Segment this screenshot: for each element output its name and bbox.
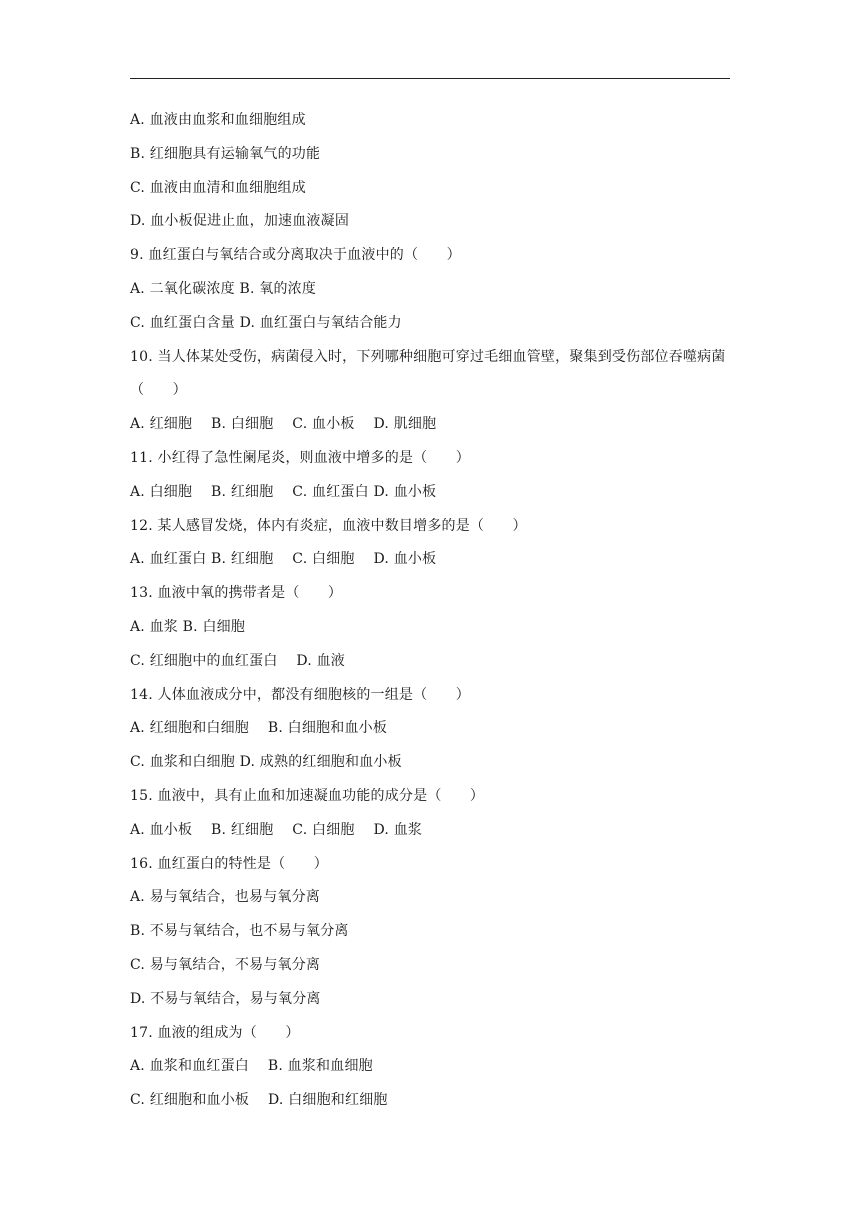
option-line: A. 血浆和血红蛋白 B. 血浆和血细胞 [130, 1058, 373, 1075]
option-line: C. 易与氧结合，不易与氧分离 [130, 956, 321, 973]
question-10: 10. 当人体某处受伤，病菌侵入时，下列哪种细胞可穿过毛细血管壁，聚集到受伤部位吞噬病菌（ ） [130, 348, 726, 399]
question-17: 17. 血液的组成为（ ） [130, 1024, 300, 1041]
option-line: D. 血小板促进止血，加速血液凝固 [130, 213, 350, 230]
option-line: A. 血浆 B. 白细胞 [130, 618, 246, 635]
question-16: 16. 血红蛋白的特性是（ ） [130, 855, 328, 872]
option-line: C. 血浆和白细胞 D. 成熟的红细胞和血小板 [130, 754, 402, 771]
option-line: A. 红细胞和白细胞 B. 白细胞和血小板 [130, 720, 388, 737]
option-line: D. 不易与氧结合，易与氧分离 [130, 990, 321, 1007]
option-line: A. 白细胞 B. 红细胞 C. 血红蛋白 D. 血小板 [130, 483, 437, 500]
question-content [130, 104, 730, 1118]
option-line: A. 二氧化碳浓度 B. 氧的浓度 [130, 280, 317, 297]
question-12: 12. 某人感冒发烧，体内有炎症，血液中数目增多的是（ ） [130, 517, 527, 534]
option-line: B. 不易与氧结合，也不易与氧分离 [130, 923, 349, 940]
question-9: 9. 血红蛋白与氧结合或分离取决于血液中的（ ） [130, 247, 461, 264]
question-14: 14. 人体血液成分中，都没有细胞核的一组是（ ） [130, 686, 470, 703]
option-line: C. 血液由血清和血细胞组成 [130, 179, 306, 196]
question-13: 13. 血液中氧的携带者是（ ） [130, 585, 343, 602]
header-rule [130, 78, 730, 79]
option-line: C. 血红蛋白含量 D. 血红蛋白与氧结合能力 [130, 314, 402, 331]
option-line: A. 红细胞 B. 白细胞 C. 血小板 D. 肌细胞 [130, 416, 437, 433]
option-line: B. 红细胞具有运输氧气的功能 [130, 145, 321, 162]
option-line: C. 红细胞中的血红蛋白 D. 血液 [130, 652, 345, 669]
option-line: A. 血液由血浆和血细胞组成 [130, 112, 306, 128]
question-11: 11. 小红得了急性阑尾炎，则血液中增多的是（ ） [130, 449, 470, 466]
option-line: C. 红细胞和血小板 D. 白细胞和红细胞 [130, 1092, 388, 1109]
option-line: A. 血小板 B. 红细胞 C. 白细胞 D. 血浆 [130, 821, 423, 838]
question-15: 15. 血液中，具有止血和加速凝血功能的成分是（ ） [130, 787, 485, 804]
option-line: A. 血红蛋白 B. 红细胞 C. 白细胞 D. 血小板 [130, 551, 437, 568]
option-line: A. 易与氧结合，也易与氧分离 [130, 889, 321, 906]
